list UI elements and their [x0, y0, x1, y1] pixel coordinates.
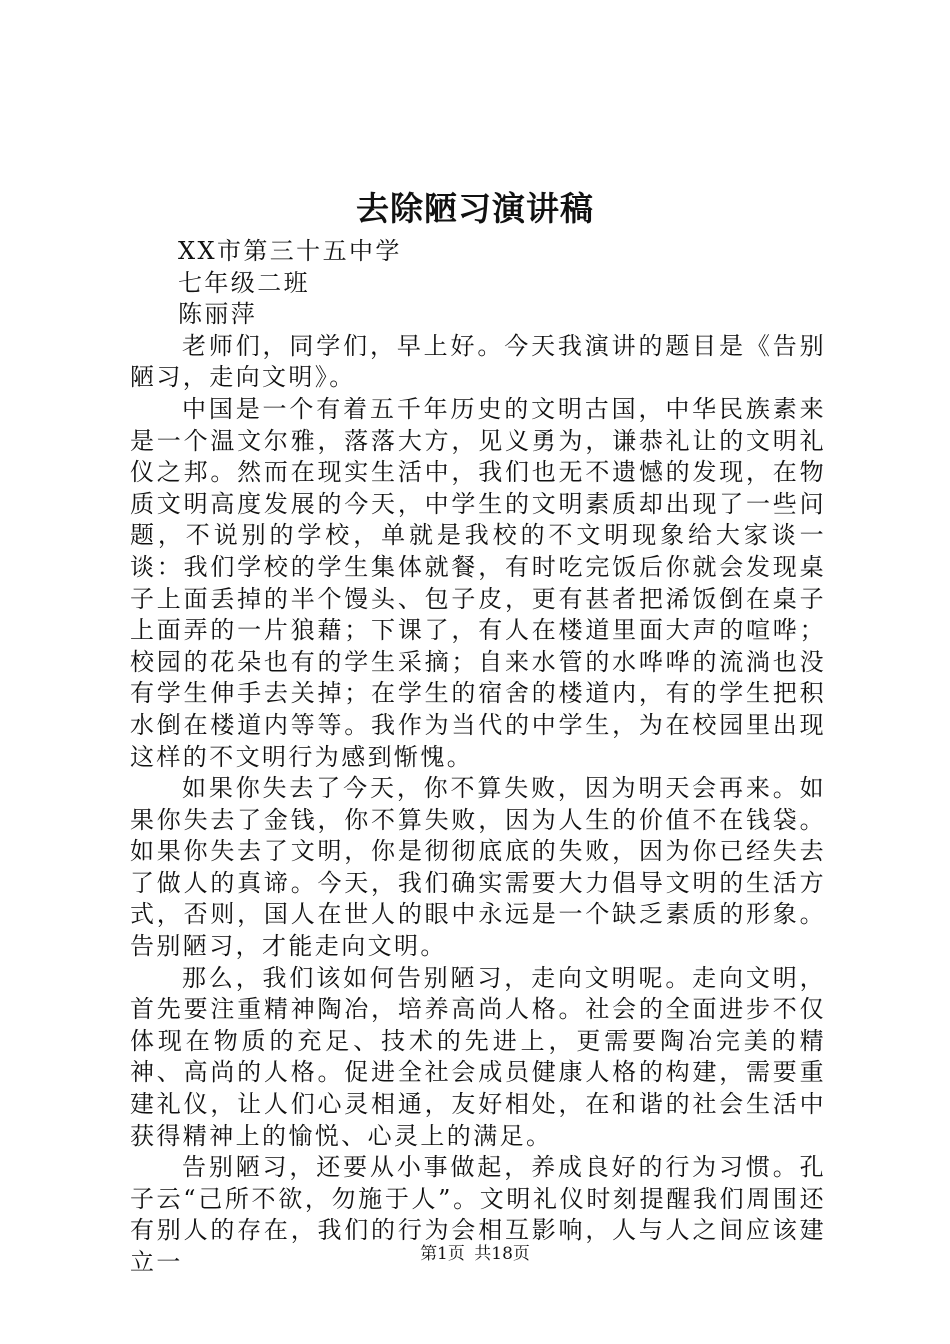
document-title: 去除陋习演讲稿	[356, 189, 594, 228]
school-name: XX市第三十五中学	[178, 237, 402, 265]
paragraph-small-things: 告别陋习，还要从小事做起，养成良好的行为习惯。孔子云“己所不欲，勿施于人”。文明礼仪时刻提醒我们周围还有别人的存在，我们的行为会相互影响，人与人之间应该建立一	[130, 1153, 826, 1276]
page-footer	[0, 1242, 950, 1266]
paragraph-how-to-change: 那么，我们该如何告别陋习，走向文明呢。走向文明，首先要注重精神陶冶，培养高尚人格。社会的全面进步不仅体现在物质的充足、技术的先进上，更需要陶冶完美的精神、高尚的人格。促进全社会成员健康人格的构建，需要重建礼仪，让人们心灵相通，友好相处，在和谐的社会生活中获得精神上的愉悦、心灵上的满足。	[130, 963, 826, 1150]
page-total: 共18页	[474, 1244, 530, 1264]
paragraph-greeting: 老师们，同学们，早上好。今天我演讲的题目是《告别陋习，走向文明》。	[130, 331, 826, 392]
document-body	[130, 236, 826, 1279]
paragraph-losing-civility: 如果你失去了今天，你不算失败，因为明天会再来。如果你失去了金钱，你不算失败，因为人生的价值不在钱袋。如果你失去了文明，你是彻彻底底的失败，因为你已经失去了做人的真谛。今天，我们确实需要大力倡导文明的生活方式，否则，国人在世人的眼中永远是一个缺乏素质的形象。告别陋习，才能走向文明。	[130, 774, 826, 961]
author-name: 陈丽萍	[178, 300, 258, 329]
page-number: 第1页	[420, 1244, 465, 1264]
paragraph-current-situation: 中国是一个有着五千年历史的文明古国，中华民族素来是一个温文尔雅，落落大方，见义勇为，谦恭礼让的文明礼仪之邦。然而在现实生活中，我们也无不遗憾的发现，在物质文明高度发展的今天，中学生的文明素质却出现了一些问题，不说别的学校，单就是我校的不文明现象给大家谈一谈：我们学校的学生集体就餐，有时吃完饭后你就会发现桌子上面丢掉的半个馒头、包子皮，更有甚者把浠饭倒在桌子上面弄的一片狼藉；下课了，有人在楼道里面大声的喧哗；校园的花朵也有的学生采摘；自来水管的水哗哗的流淌也没有学生伸手去关掉；在学生的宿舍的楼道内，有的学生把积水倒在楼道内等等。我作为当代的中学生，为在校园里出现这样的不文明行为感到惭愧。	[130, 394, 826, 771]
class-name: 七年级二班	[178, 268, 310, 297]
